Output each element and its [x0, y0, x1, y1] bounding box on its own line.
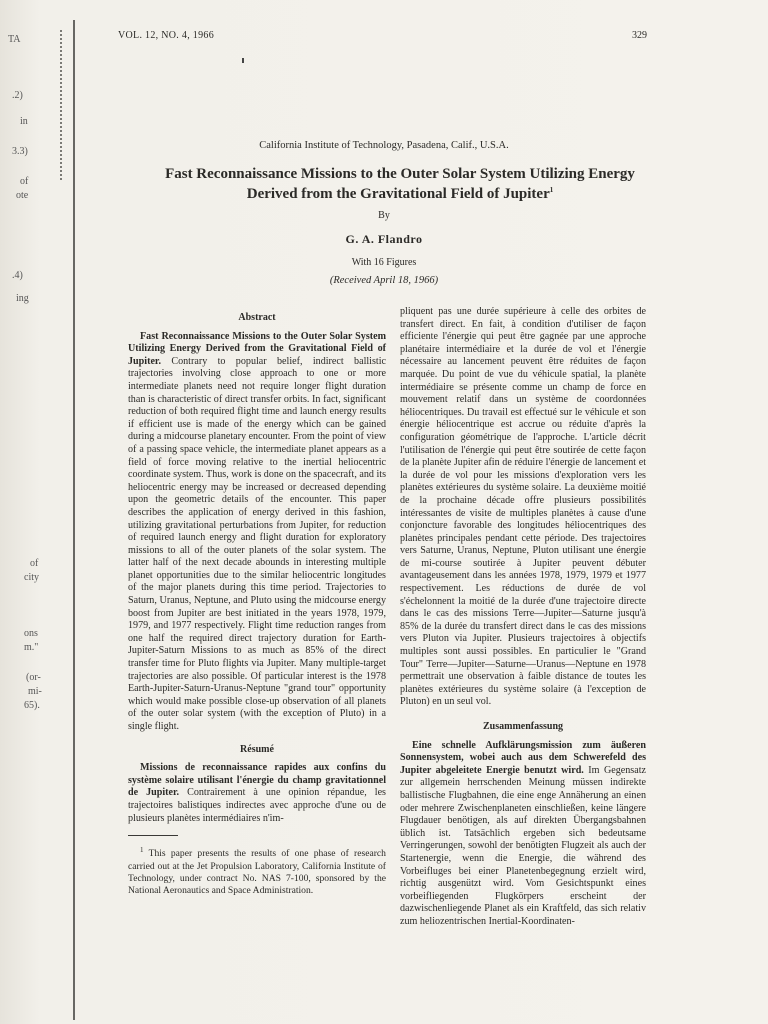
binding-stitching: [60, 30, 68, 180]
title-line-2: Derived from the Gravitational Field of Jupiter: [246, 186, 550, 202]
abstract-heading: Abstract: [238, 312, 276, 323]
left-column: [128, 312, 386, 897]
right-column: [400, 306, 646, 929]
margin-fragment: ote: [16, 190, 29, 201]
by-line: By: [378, 210, 390, 221]
margin-fragment: (or-: [26, 672, 41, 683]
footnote-mark: 1: [140, 846, 144, 855]
title-footnote-mark: 1: [549, 186, 554, 194]
margin-fragment: 3.3): [12, 146, 28, 157]
author-name: G. A. Flandro: [345, 232, 423, 246]
figure-count: With 16 Figures: [351, 257, 417, 268]
page-number: 329: [632, 30, 647, 41]
margin-fragment: mi-: [28, 686, 42, 697]
footnote-rule: [128, 835, 178, 836]
affiliation: California Institute of Technology, Pasadena, Calif., U.S.A.: [259, 140, 509, 151]
zusammenfassung-heading: Zusammenfassung: [482, 721, 564, 732]
margin-fragment: city: [24, 572, 39, 583]
resume-body-continued: pliquent pas une durée supérieure à celle des orbites de transfert direct. En fait, à condition d'utiliser de façon efficiente l'énergie qui peut être gagnée par une approche planétaire intermédiaire et la durée de vol et l'énergie nécessaire au lancement peuvent être réduites de façon marquée. Du point de vue du véhicule spatial, la planète intermédiaire se présente comme un champ de force en mouvement relatif dans un système de coordonnées héliocentriques. Du travail est effectué sur le véhicule et son énergie héliocentrique est accrue ou réduite d'après la configuration géométrique de l'approche. L'article décrit l'utilisation de l'énergie qui peut être soutirée de cette façon de la planète Jupiter afin de réduire l'énergie de lancement et la durée de vol pour les missions d'exploration vers les planètes extérieures du système solaire. La deuxième moitié de la prochaine décade offre plusieurs possibilités intéressantes de visite de multiples planètes à cause d'une conjoncture favorable des longitudes héliocentriques des planètes principales pendant cette période. Des trajectoires vers Saturne, Uranus, Neptune, Pluton utilisant une énergie de mi-course soutirée à Jupiter peuvent débuter avantageusement dans les années 1978, 1979, 1979 et 1977 respectivement. Les réductions de durée de vol s'échelonnent la moitié de la durée d'une trajectoire directe dans le cas des missions Terre—Jupiter—Saturne jusqu'à 85% de la durée du transfert direct dans le cas des missions vers Pluton via Jupiter. Plusieurs trajectoires à objectifs multiples sont aussi possibles. En particulier le "Grand Tour" Terre—Jupiter—Saturne—Uranus—Neptune en 1978 permettrait une observation à faible distance de toutes les planètes extérieures du système solaire (à l'exception de Pluton) en un seul vol.: [400, 306, 646, 708]
margin-fragment: TA: [8, 34, 21, 45]
previous-page-margin: [4, 0, 46, 1024]
margin-fragment: .4): [12, 270, 23, 281]
journal-volume-header: VOL. 12, NO. 4, 1966: [118, 30, 214, 41]
margin-fragment: m.": [24, 642, 39, 653]
footnote-text: This paper presents the results of one phase of research carried out at the Jet Propulsion Laboratory, California Institute of Technology, under contract No. NAS 7-100, sponsored by the National Aeronautics and Space Administration.: [128, 848, 386, 896]
resume-lead: Missions de reconnaissance rapides aux confins du système solaire utilisant l'énergie du champ gravitationnel de Jupiter.: [128, 762, 386, 799]
abstract-body: [128, 331, 386, 734]
abstract-text: Contrary to popular belief, indirect ballistic trajectories involving close approach to one or more intermediate planets need not require longer flight duration than is characteristic of direct transfer orbits. In fact, significant reduction of both required flight time and launch energy results if efficient use is made of the energy which can be gained during a midcourse planetary encounter. From the point of view of a passing space vehicle, the intermediate planet appears as a field of force moving relative to the inertial heliocentric coordinate system. Thus, work is done on the spacecraft, and its heliocentric energy may be increased or decreased depending upon the geometric details of the encounter. This paper describes the application of energy derived in this fashion, utilizing gravitational perturbations from Jupiter, for reduction of required launch energy and flight duration for exploratory missions to all of the outer planets of the solar system. The latter half of the next decade abounds in interesting multiple planet opportunities due to the similar heliocentric longitudes of the major planets during this time period. Trajectories to Saturn, Uranus, Neptune, and Pluto using the midcourse energy boost from Jupiter are best initiated in the years 1978, 1979, 1979, and 1977 respectively. Flight time reduction ranges from one half the required direct trajectory duration for Earth-Jupiter-Saturn Missions to as much as 85% of the direct transfer time for Pluto flights via Jupiter. Many multiple-target trajectories are also possible. Of particular interest is the 1978 Earth-Jupiter-Saturn-Uranus-Neptune "grand tour" opportunity which would make possible close-up observation of all planets of the outer solar system (with the exception of Pluto) in a single flight.: [128, 355, 386, 732]
margin-fragment: of: [20, 176, 29, 187]
margin-fragment: ons: [24, 628, 38, 639]
resume-body-start: [128, 762, 386, 825]
title-line-1: Fast Reconnaissance Missions to the Outer Solar System Utilizing Energy: [165, 166, 635, 182]
margin-fragment: in: [20, 116, 28, 127]
ink-speck: [242, 58, 244, 63]
zusammenfassung-text: Im Gegensatz zur allgemein herrschenden Meinung müssen indirekte ballistische Flugbahnen, die eine enge Annäherung an einen oder mehrere Zwischenplaneten einschließen, keine längere Flugdauer benötigen, als auf direkten Übergangsbahnen üblich ist. Tatsächlich ergeben sich bedeutsame Verringerungen, sowohl der benötigten Flugzeit als auch der Startenergie, wenn die Energie, die während des Vorbeifluges bei einer Planetenbegegnung erzielt wird, richtig ausgenützt wird. Vom Gesichtspunkt eines vorbeifliegenden Flugkörpers erscheint der dazwischenliegende Planet als ein Kraftfeld, das sich relativ zum heliozentrischen Inertial-Koordinaten-: [400, 764, 646, 927]
paper-title: [130, 166, 670, 202]
margin-fragment: of: [30, 558, 39, 569]
margin-fragment: .2): [12, 90, 23, 101]
resume-text-left: Contrairement à une opinion répandue, les trajectoires balistiques indirectes avec approche d'une ou de plusieurs planètes intermédiaires n'im-: [128, 787, 386, 824]
binding-edge: [73, 20, 75, 1020]
abstract-lead: Fast Reconnaissance Missions to the Outer Solar System Utilizing Energy Derived from the Gravitational Field of Jupiter.: [128, 330, 386, 367]
margin-fragment: ing: [16, 293, 29, 304]
zusammenfassung-lead: Eine schnelle Aufklärungsmission zum äußeren Sonnensystem, wobei auch aus dem Schwerefeld des Jupiter abgeleitete Energie benutzt wird.: [400, 739, 646, 776]
margin-fragment: 65).: [24, 700, 40, 711]
zusammenfassung-body: [400, 740, 646, 929]
footnote: [128, 844, 386, 897]
received-date: (Received April 18, 1966): [329, 275, 439, 286]
resume-heading: Résumé: [240, 743, 274, 755]
